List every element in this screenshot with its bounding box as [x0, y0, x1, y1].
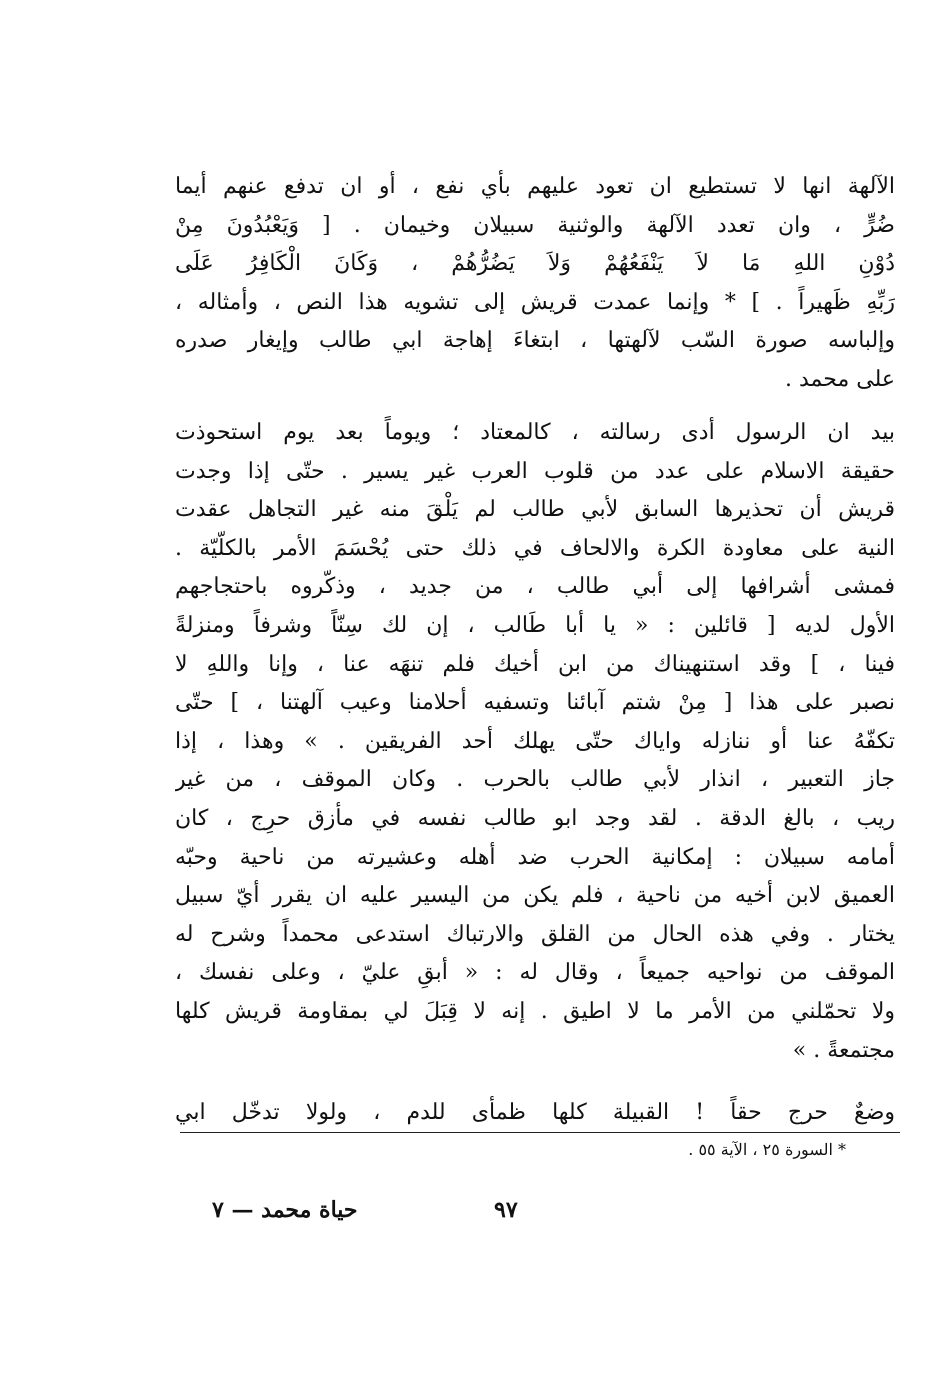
paragraph-2 — [175, 414, 895, 1070]
text-line: يختار . وفي هذه الحال من القلق والارتباك استدعى محمداً وشرح له — [175, 921, 895, 947]
text-line: وضعٌ حرج حقاً ! القبيلة كلها ظمأى للدم ، ولولا تدخّل ابي — [175, 1100, 895, 1125]
text-line: الأول لديه [ قائلين : « يا أبا طَالب ، إن لك سِنّاً وشرفاً ومنزلةً — [175, 612, 895, 638]
running-title: حياة محمد — ٧ — [212, 1197, 358, 1223]
text-line: بيد ان الرسول أدى رسالته ، كالمعتاد ؛ ويوماً بعد يوم استحوذت — [175, 420, 895, 445]
paragraph-1 — [175, 168, 895, 400]
text-line: فينا ، ] وقد استنهيناك من ابن أخيك فلم تنهَه عنا ، وإنا واللهِ لا — [175, 651, 895, 677]
text-line: على محمد . — [785, 366, 895, 392]
page-number: ٩٧ — [494, 1197, 518, 1223]
text-line: وإلباسه صورة السّب لآلهتها ، ابتغاءَ إهاجة ابي طالب وإيغار صدره — [175, 328, 895, 354]
text-line: الآلهة انها لا تستطيع ان تعود عليهم بأي نفع ، أو ان تدفع عنهم أيما — [175, 174, 895, 199]
text-line: ولا تحمّلني من الأمر ما لا اطيق . إنه لا قِبَلَ لي بمقاومة قريش كلها — [175, 998, 895, 1024]
text-line: العميق لابن أخيه من ناحية ، فلم يكن من اليسير عليه ان يقرر أيّ سبيل — [175, 883, 895, 909]
text-line: قريش أن تحذيرها السابق لأبي طالب لم يَلْقَ منه غير التجاهل عقدت — [175, 497, 895, 523]
text-line: دُوْنِ اللهِ مَا لاَ يَنْفَعُهُمْ وَلاَ يَضُرُّهُمْ ، وَكَانَ الْكَافِرُ عَلَى — [175, 251, 895, 277]
footnote: * السورة ٢٥ ، الآية ٥٥ . — [688, 1140, 846, 1159]
text-line: نصبر على هذا [ مِنْ شتم آبائنا وتسفيه أحلامنا وعيب آلهتنا ، ] حتّى — [175, 690, 895, 716]
text-line: النية على معاودة الكرة والالحاف في ذلك حتى يُحْسَمَ الأمر بالكلّيّة . — [175, 535, 895, 561]
text-line: رَبِّهِ ظَهيراً . ] * وإنما عمدت قريش إلى تشويه هذا النص ، وأمثاله ، — [175, 289, 895, 315]
text-line: تكفّهُ عنا أو ننازله واياك حتّى يهلك أحد الفريقين . » وهذا ، إذا — [175, 728, 895, 754]
text-line: ضُرٍّ ، وان تعدد الآلهة والوثنية سبيلان وخيمان . [ وَيَعْبُدُونَ مِنْ — [175, 212, 895, 238]
footnote-divider — [180, 1132, 900, 1133]
text-line: مجتمعةً . » — [792, 1037, 895, 1063]
text-line: أمامه سبيلان : إمكانية الحرب ضد أهله وعشيرته من ناحية وحبّه — [175, 844, 895, 870]
text-line: جاز التعبير ، انذار لأبي طالب بالحرب . وكان الموقف ، من غير — [175, 767, 895, 793]
text-line: ريب ، بالغ الدقة . لقد وجد ابو طالب نفسه في مأزق حرِج ، كان — [175, 805, 895, 831]
text-line: الموقف من نواحيه جميعاً ، وقال له : « أبقِ عليّ ، وعلى نفسك ، — [175, 960, 895, 986]
text-line: فمشى أشرافها إلى أبي طالب ، من جديد ، وذكّروه باحتجاجهم — [175, 574, 895, 600]
paragraph-3 — [175, 1094, 895, 1133]
text-line: حقيقة الاسلام على عدد من قلوب العرب غير يسير . حتّى إذا وجدت — [175, 458, 895, 484]
